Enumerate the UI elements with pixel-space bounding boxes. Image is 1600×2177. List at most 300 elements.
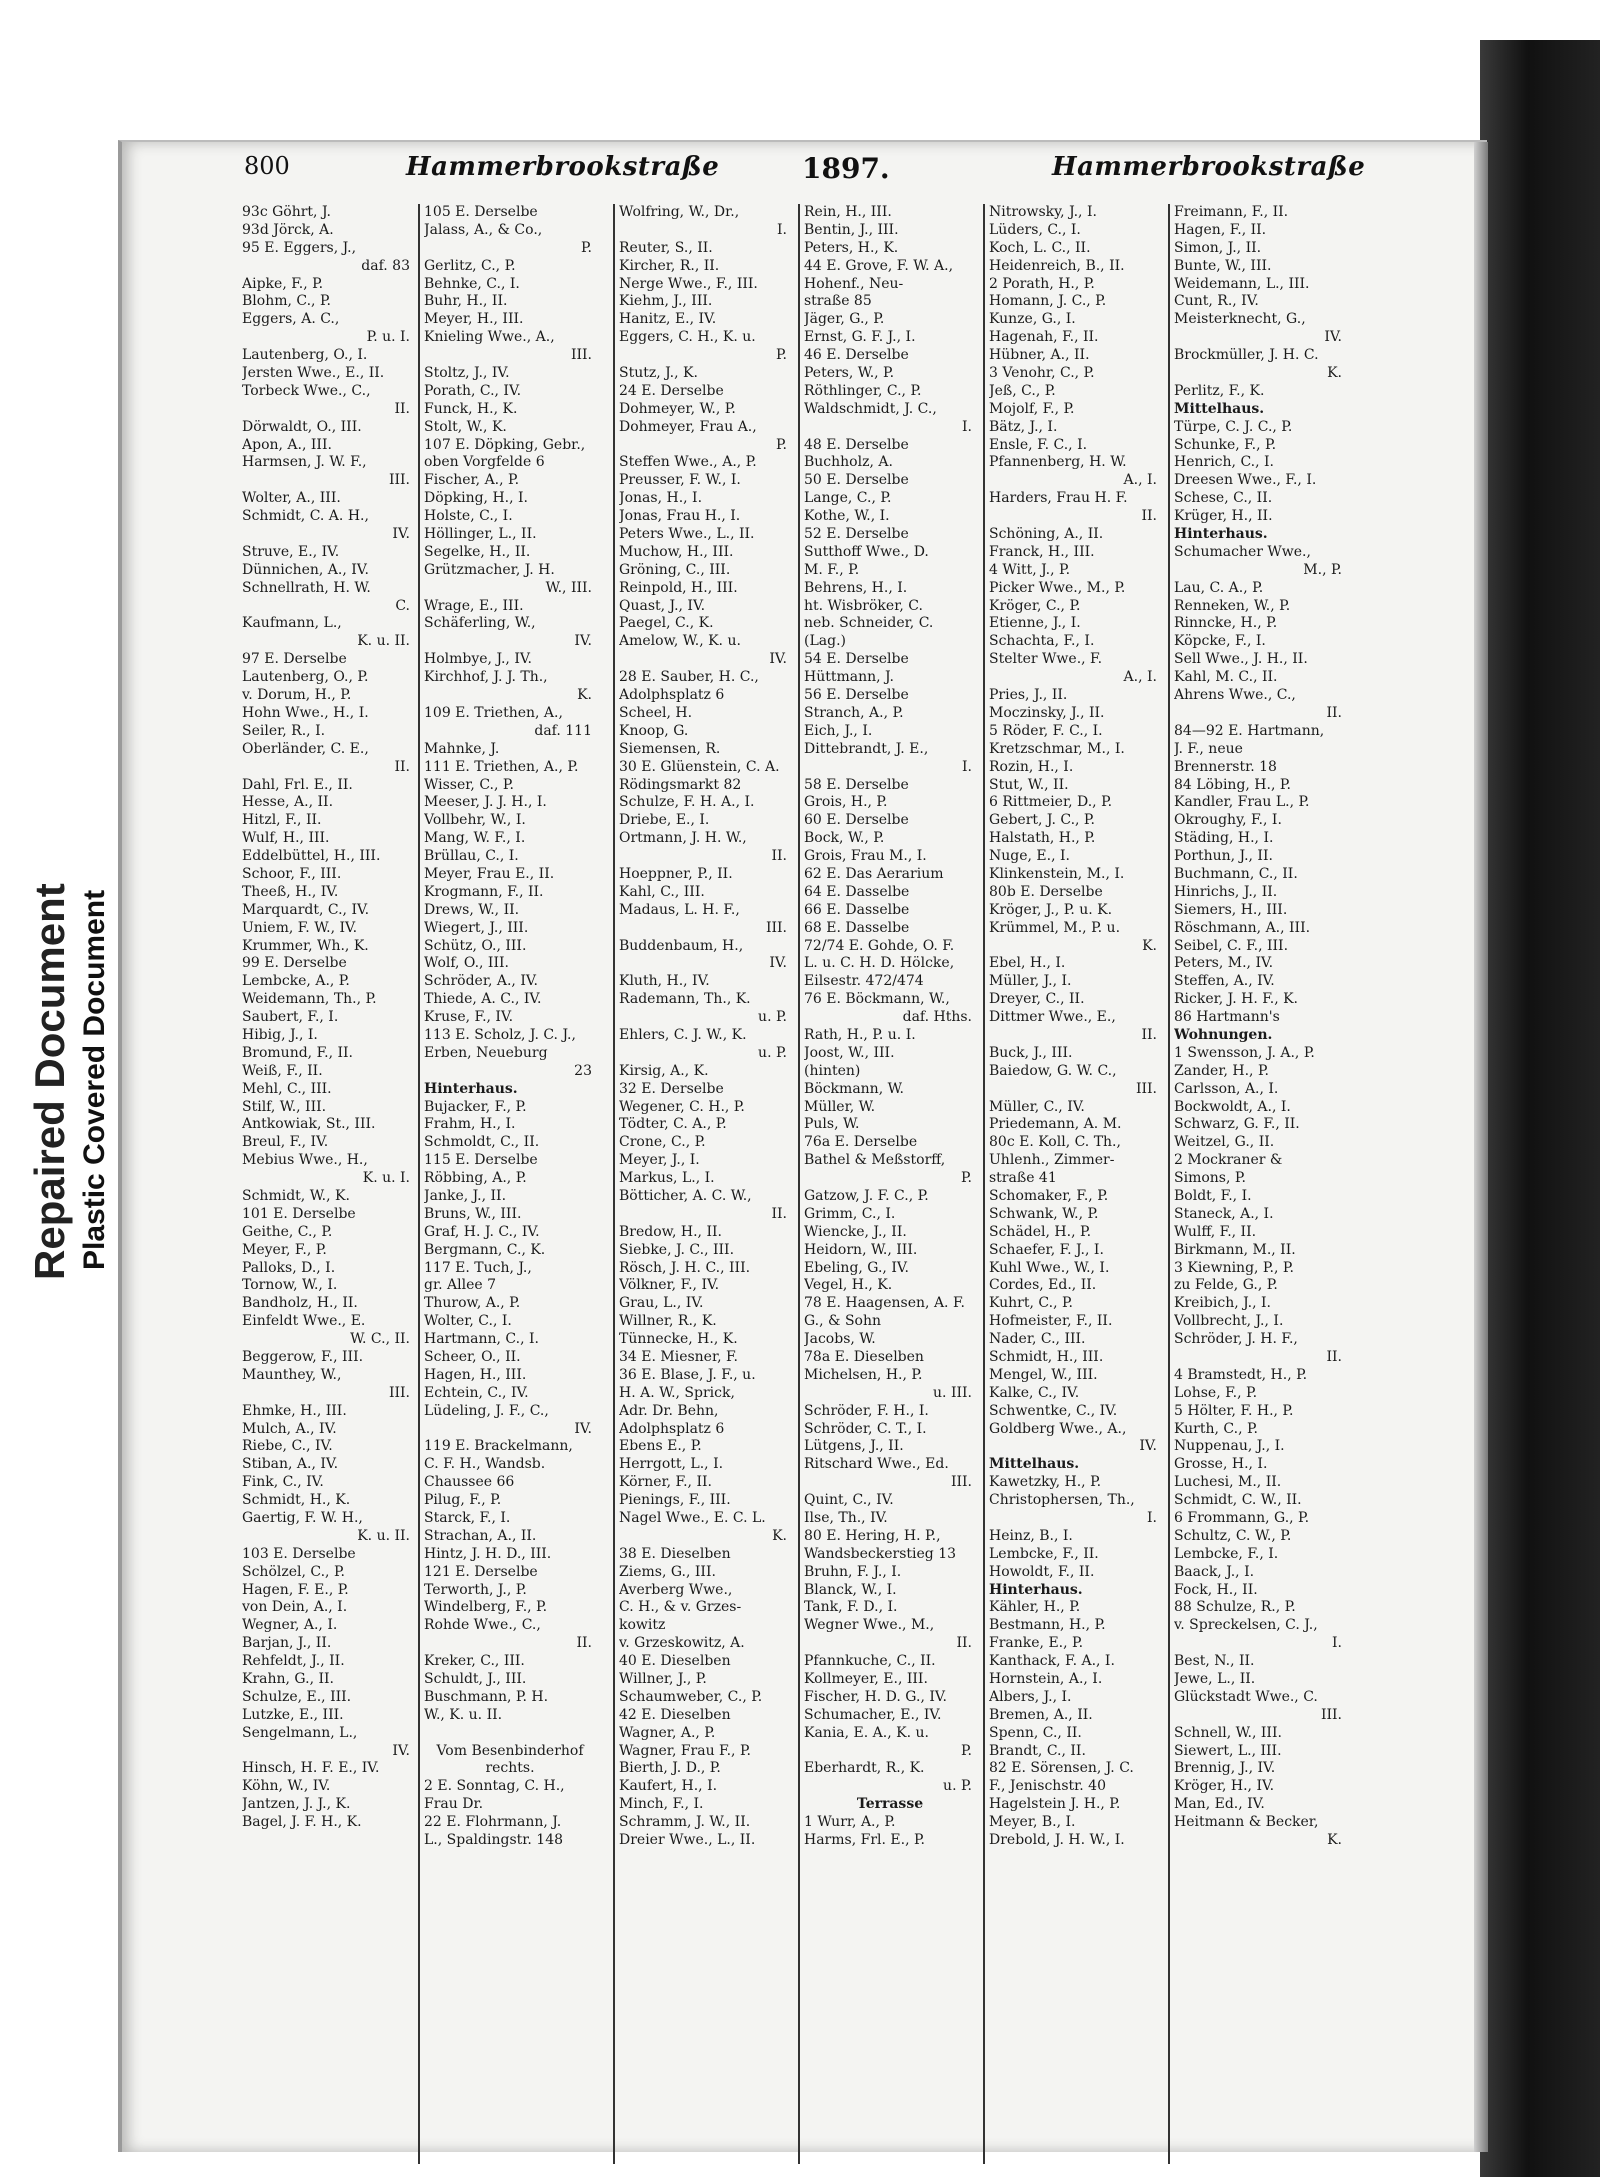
directory-entry: Bujacker, F., P.	[424, 1098, 527, 1115]
directory-entry: Siemensen, R.	[619, 740, 721, 757]
directory-entry: Franck, H., III.	[989, 543, 1095, 560]
directory-column-5	[989, 204, 1161, 1850]
directory-entry: Porthun, J., II.	[1174, 848, 1273, 865]
directory-entry: W., III.	[545, 579, 592, 596]
directory-entry: oben Vorgfelde 6	[424, 454, 545, 471]
directory-entry: 5 Röder, F. C., I.	[989, 722, 1103, 739]
directory-entry: (hinten)	[804, 1062, 861, 1079]
directory-entry: Hinrichs, J., II.	[1174, 883, 1278, 900]
directory-entry: K. u. I.	[362, 1170, 410, 1187]
directory-entry: Knoop, G.	[619, 722, 689, 739]
directory-entry: Frau Dr.	[424, 1796, 484, 1813]
directory-entry: Kothe, W., I.	[804, 508, 890, 525]
directory-entry: Hagen, H., III.	[424, 1366, 527, 1383]
directory-entry: IV.	[769, 651, 787, 668]
directory-entry: Krummer, Wh., K.	[242, 937, 369, 954]
directory-entry: Kröger, H., IV.	[1174, 1778, 1275, 1795]
directory-entry: Staneck, A., I.	[1174, 1205, 1274, 1222]
directory-entry: Brockmüller, J. H. C.	[1174, 347, 1319, 364]
directory-entry: Bötticher, A. C. W.,	[619, 1187, 752, 1204]
directory-entry: 50 E. Derselbe	[804, 472, 909, 489]
directory-entry: v. Dorum, H., P.	[242, 687, 352, 704]
directory-entry: Franke, E., P.	[989, 1635, 1084, 1652]
directory-entry: 80 E. Hering, H. P.,	[804, 1527, 941, 1544]
directory-entry: IV.	[1139, 1438, 1157, 1455]
directory-entry: Bathel & Meßstorff,	[804, 1152, 946, 1169]
directory-entry: Brüllau, C., I.	[424, 848, 519, 865]
directory-entry: Man, Ed., IV.	[1174, 1796, 1265, 1813]
directory-entry: Torbeck Wwe., C.,	[242, 382, 371, 399]
directory-entry: Döpking, H., I.	[424, 490, 528, 507]
directory-entry: Grützmacher, J. H.	[424, 561, 555, 578]
directory-entry: Vollbehr, W., I.	[424, 812, 526, 829]
directory-entry: Luchesi, M., II.	[1174, 1474, 1282, 1491]
directory-entry: Peters, W., P.	[804, 365, 895, 382]
directory-entry: II.	[394, 400, 410, 417]
directory-entry: v. Grzeskowitz, A.	[619, 1635, 745, 1652]
directory-entry: Vegel, H., K.	[804, 1277, 893, 1294]
directory-entry: Schmidt, H., K.	[242, 1492, 351, 1509]
directory-entry: Gerlitz, C., P.	[424, 257, 516, 274]
directory-entry: Weitzel, G., II.	[1174, 1134, 1275, 1151]
directory-entry: Bruns, W., III.	[424, 1205, 522, 1222]
directory-entry: Schädel, H., P.	[989, 1223, 1092, 1240]
directory-entry: Drebold, J. H. W., I.	[989, 1832, 1125, 1849]
directory-entry: Mittelhaus.	[989, 1456, 1080, 1473]
directory-entry: Palloks, D., I.	[242, 1259, 336, 1276]
directory-entry: Schulze, E., III.	[242, 1688, 352, 1705]
directory-entry: Birkmann, M., II.	[1174, 1241, 1296, 1258]
directory-entry: Ehmke, H., III.	[242, 1402, 347, 1419]
directory-entry: Kahl, M. C., II.	[1174, 669, 1278, 686]
directory-entry: Wrage, E., III.	[424, 597, 524, 614]
directory-entry: IV.	[392, 526, 410, 543]
directory-entry: III.	[1135, 1080, 1157, 1097]
directory-entry: Sutthoff Wwe., D.	[804, 543, 929, 560]
directory-entry: Nitrowsky, J., I.	[989, 204, 1097, 220]
directory-entry: 1 Wurr, A., P.	[804, 1814, 896, 1831]
street-heading-right: Hammerbrookstraße	[1052, 152, 1366, 182]
directory-entry: u. III.	[933, 1384, 972, 1401]
directory-entry: Schwank, W., P.	[989, 1205, 1099, 1222]
directory-entry: Kirchhof, J. J. Th.,	[424, 669, 548, 686]
directory-entry: 54 E. Derselbe	[804, 651, 909, 668]
directory-entry: zu Felde, G., P.	[1174, 1277, 1278, 1294]
directory-entry: 24 E. Derselbe	[619, 382, 724, 399]
directory-entry: Tank, F. D., I.	[804, 1599, 898, 1616]
directory-entry: Hartmann, C., I.	[424, 1331, 539, 1348]
page-gutter	[1474, 142, 1488, 2152]
directory-entry: Wolf, O., III.	[424, 955, 509, 972]
directory-entry: L., Spaldingstr. 148	[424, 1832, 564, 1849]
directory-entry: 80c E. Koll, C. Th.,	[989, 1134, 1121, 1151]
directory-entry: Wulff, F., II.	[1174, 1223, 1257, 1240]
directory-entry: Heinz, B., I.	[989, 1527, 1073, 1544]
directory-entry: Buddenbaum, H.,	[619, 937, 744, 954]
directory-entry: Fink, C., IV.	[242, 1474, 324, 1491]
directory-entry: Tünnecke, H., K.	[619, 1331, 738, 1348]
directory-entry: Markus, L., I.	[619, 1170, 715, 1187]
directory-entry: Krahn, G., II.	[242, 1671, 334, 1688]
directory-entry: 1 Swensson, J. A., P.	[1174, 1044, 1315, 1061]
directory-entry: Schaumweber, C., P.	[619, 1688, 763, 1705]
directory-entry: IV.	[574, 1420, 592, 1437]
directory-entry: Schulze, F. H. A., I.	[619, 794, 755, 811]
directory-entry: Hanitz, E., IV.	[619, 311, 717, 328]
directory-entry: Meyer, H., III.	[424, 311, 524, 328]
directory-entry: Ernst, G. F. J., I.	[804, 329, 916, 346]
directory-entry: Spenn, C., II.	[989, 1724, 1082, 1741]
directory-entry: Koch, L. C., II.	[989, 239, 1091, 256]
directory-entry: Simons, P.	[1174, 1170, 1246, 1187]
directory-entry: Hagen, F., II.	[1174, 221, 1267, 238]
directory-entry: Peters Wwe., L., II.	[619, 526, 755, 543]
directory-entry: Wolter, A., III.	[242, 490, 341, 507]
directory-entry: Bandholz, H., II.	[242, 1295, 358, 1312]
directory-entry: Bestmann, H., P.	[989, 1617, 1106, 1634]
directory-entry: rechts.	[485, 1760, 535, 1777]
directory-entry: Gebert, J. C., P.	[989, 812, 1095, 829]
directory-entry: Terrasse	[856, 1796, 924, 1813]
directory-entry: Ziems, G., III.	[619, 1563, 716, 1580]
directory-entry: 3 Kiewning, P., P.	[1174, 1259, 1294, 1276]
directory-entry: Stranch, A., P.	[804, 704, 904, 721]
directory-entry: Baack, J., I.	[1174, 1563, 1255, 1580]
directory-entry: 109 E. Triethen, A.,	[424, 704, 563, 721]
directory-entry: L. u. C. H. D. Hölcke,	[804, 955, 955, 972]
directory-entry: Mulch, A., IV.	[242, 1420, 337, 1437]
directory-entry: u. P.	[758, 1009, 787, 1026]
directory-entry: ht. Wisbröker, C.	[804, 597, 923, 614]
directory-entry: Hohenf., Neu-	[804, 275, 904, 292]
directory-entry: 6 Frommann, G., P.	[1174, 1510, 1310, 1527]
directory-entry: Dreyer, C., II.	[989, 991, 1085, 1008]
directory-entry: Jacobs, W.	[804, 1331, 876, 1348]
directory-entry: II.	[394, 758, 410, 775]
directory-entry: Klinkenstein, M., I.	[989, 865, 1125, 882]
directory-entry: Uhlenh., Zimmer-	[989, 1152, 1115, 1169]
directory-entry: III.	[1320, 1706, 1342, 1723]
directory-entry: Waldschmidt, J. C.,	[804, 400, 937, 417]
directory-entry: 2 Mockraner &	[1174, 1152, 1283, 1169]
directory-entry: Rödingsmarkt 82	[619, 776, 742, 793]
directory-entry: Harms, Frl. E., P.	[804, 1832, 925, 1849]
directory-entry: 99 E. Derselbe	[242, 955, 347, 972]
directory-entry: u. P.	[943, 1778, 972, 1795]
directory-entry: 86 Hartmann's	[1174, 1009, 1280, 1026]
directory-entry: K.	[1142, 937, 1157, 954]
directory-entry: Stut, W., II.	[989, 776, 1069, 793]
repaired-document-label: Repaired Document	[26, 883, 73, 1280]
directory-entry: Hagenah, F., II.	[989, 329, 1099, 346]
directory-entry: Pilug, F., P.	[424, 1492, 502, 1509]
directory-entry: Schunke, F., P.	[1174, 436, 1277, 453]
directory-entry: Körner, F., II.	[619, 1474, 712, 1491]
directory-entry: Halstath, H., P.	[989, 830, 1096, 847]
directory-entry: Schomaker, F., P.	[989, 1187, 1109, 1204]
directory-entry: 107 E. Döpking, Gebr.,	[424, 436, 586, 453]
directory-entry: Herrgott, L., I.	[619, 1456, 724, 1473]
directory-entry: II.	[771, 1205, 787, 1222]
directory-entry: 40 E. Dieselben	[619, 1653, 731, 1670]
directory-entry: Maunthey, W.,	[242, 1366, 342, 1383]
directory-entry: Weidemann, L., III.	[1174, 275, 1310, 292]
directory-entry: daf. 111	[534, 722, 592, 739]
directory-entry: Joost, W., III.	[804, 1044, 895, 1061]
directory-entry: Wandsbeckerstieg 13	[804, 1545, 957, 1562]
directory-entry: 68 E. Dasselbe	[804, 919, 910, 936]
directory-entry: P.	[960, 1742, 972, 1759]
directory-entry: 93c Göhrt, J.	[242, 204, 331, 220]
directory-entry: Dittebrandt, J. E.,	[804, 740, 929, 757]
directory-entry: K.	[577, 687, 592, 704]
column-rule	[983, 204, 985, 2164]
directory-entry: 101 E. Derselbe	[242, 1205, 356, 1222]
directory-entry: Bentin, J., III.	[804, 221, 899, 238]
directory-entry: Gaertig, F. W. H.,	[242, 1510, 363, 1527]
directory-entry: Graf, H. J. C., IV.	[424, 1223, 540, 1240]
directory-entry: Preusser, F. W., I.	[619, 472, 741, 489]
directory-entry: III.	[388, 472, 410, 489]
directory-entry: Steffen, A., IV.	[1174, 973, 1275, 990]
directory-entry: Siewert, L., III.	[1174, 1742, 1282, 1759]
directory-entry: P.	[775, 347, 787, 364]
directory-entry: Hagen, F. E., P.	[242, 1581, 349, 1598]
directory-entry: Reinpold, H., III.	[619, 579, 738, 596]
directory-entry: P. u. I.	[366, 329, 410, 346]
directory-entry: Baiedow, G. W. C.,	[989, 1062, 1117, 1079]
directory-entry: Schaefer, F. J., I.	[989, 1241, 1104, 1258]
directory-entry: Heidorn, W., III.	[804, 1241, 918, 1258]
directory-entry: II.	[771, 848, 787, 865]
directory-entry: Lüdeling, J. F., C.,	[424, 1402, 549, 1419]
directory-entry: neb. Schneider, C.	[804, 615, 934, 632]
directory-entry: u. P.	[758, 1044, 787, 1061]
directory-entry: Jewe, L., II.	[1174, 1671, 1256, 1688]
directory-entry: 64 E. Dasselbe	[804, 883, 910, 900]
directory-column-2	[424, 204, 596, 1850]
directory-entry: Köpcke, F., I.	[1174, 633, 1266, 650]
directory-entry: Homann, J. C., P.	[989, 293, 1107, 310]
directory-entry: Ebel, H., I.	[989, 955, 1066, 972]
directory-entry: Rösch, J. H. C., III.	[619, 1259, 751, 1276]
directory-entry: Thiede, A. C., IV.	[424, 991, 542, 1008]
directory-entry: 56 E. Derselbe	[804, 687, 909, 704]
directory-entry: K.	[772, 1527, 787, 1544]
directory-entry: Seiler, R., I.	[242, 722, 326, 739]
directory-entry: Freimann, F., II.	[1174, 204, 1289, 220]
directory-entry: Städing, H., I.	[1174, 830, 1274, 847]
directory-entry: Willner, R., K.	[619, 1313, 717, 1330]
directory-entry: Amelow, W., K. u.	[619, 633, 741, 650]
directory-entry: Ahrens Wwe., C.,	[1174, 687, 1296, 704]
directory-entry: Hinterhaus.	[989, 1581, 1083, 1598]
directory-entry: Peters, M., IV.	[1174, 955, 1274, 972]
directory-entry: Schwentke, C., IV.	[989, 1402, 1118, 1419]
directory-entry: Schultz, C. W., P.	[1174, 1527, 1292, 1544]
directory-entry: Nader, C., III.	[989, 1331, 1086, 1348]
directory-entry: Kania, E. A., K. u.	[804, 1724, 929, 1741]
directory-entry: Holste, C., I.	[424, 508, 513, 525]
directory-entry: Michelsen, H., P.	[804, 1366, 923, 1383]
directory-entry: Dahl, Frl. E., II.	[242, 776, 353, 793]
directory-entry: II.	[1141, 1026, 1157, 1043]
directory-entry: Fischer, A., P.	[424, 472, 520, 489]
directory-entry: Bredow, H., II.	[619, 1223, 722, 1240]
directory-entry: Crone, C., P.	[619, 1134, 706, 1151]
directory-entry: Wegner, A., I.	[242, 1617, 338, 1634]
directory-entry: Boldt, F., I.	[1174, 1187, 1252, 1204]
scanner-edge	[1480, 40, 1600, 2177]
directory-entry: Dohmeyer, W., P.	[619, 400, 736, 417]
directory-entry: Holmbye, J., IV.	[424, 651, 532, 668]
directory-entry: K. u. II.	[357, 1527, 410, 1544]
directory-entry: Grimm, C., I.	[804, 1205, 896, 1222]
directory-entry: Brennerstr. 18	[1174, 758, 1277, 775]
directory-entry: Röbbing, A., P.	[424, 1170, 527, 1187]
directory-entry: Aipke, F., P.	[242, 275, 324, 292]
directory-entry: M., P.	[1303, 561, 1342, 578]
directory-entry: Struve, E., IV.	[242, 543, 340, 560]
directory-entry: 84 Löbing, H., P.	[1174, 776, 1291, 793]
directory-entry: Stiban, A., IV.	[242, 1456, 339, 1473]
directory-entry: Lautenberg, O., P.	[242, 669, 369, 686]
directory-entry	[424, 1725, 596, 1743]
directory-entry: Weiß, F., II.	[242, 1062, 323, 1079]
directory-entry: Fock, H., II.	[1174, 1581, 1258, 1598]
directory-entry: Dittmer Wwe., E.,	[989, 1009, 1116, 1026]
directory-entry: Kirsig, A., K.	[619, 1062, 709, 1079]
directory-entry: Schnell, W., III.	[1174, 1724, 1282, 1741]
directory-entry: Lüders, C., I.	[989, 221, 1081, 238]
directory-entry: Moczinsky, J., II.	[989, 704, 1105, 721]
directory-column-3	[619, 204, 791, 1850]
directory-entry: 80b E. Derselbe	[989, 883, 1103, 900]
directory-entry: Meyer, Frau E., II.	[424, 865, 555, 882]
directory-entry: Bockwoldt, A., I.	[1174, 1098, 1291, 1115]
directory-entry: Ilse, Th., IV.	[804, 1510, 888, 1527]
directory-entry: Beggerow, F., III.	[242, 1349, 364, 1365]
directory-entry: Glückstadt Wwe., C.	[1174, 1688, 1318, 1705]
directory-entry: Etienne, J., I.	[989, 615, 1081, 632]
column-rule	[418, 204, 420, 2164]
directory-entry: kowitz	[619, 1617, 666, 1634]
directory-entry: Lautenberg, O., I.	[242, 347, 368, 364]
directory-entry: Nagel Wwe., E. C. L.	[619, 1510, 766, 1527]
directory-entry: Kawetzky, H., P.	[989, 1474, 1102, 1491]
directory-entry: Scheer, O., II.	[424, 1349, 521, 1365]
directory-entry: Geithe, C., P.	[242, 1223, 333, 1240]
directory-entry: C. H., & v. Grzes-	[619, 1599, 742, 1616]
directory-entry: Riebe, C., IV.	[242, 1438, 333, 1455]
directory-entry: Eich, J., I.	[804, 722, 873, 739]
directory-entry: Eddelbüttel, H., III.	[242, 848, 381, 865]
directory-entry: 72/74 E. Gohde, O. F.	[804, 937, 955, 954]
directory-entry: Ehlers, C. J. W., K.	[619, 1026, 747, 1043]
directory-entry: K.	[1327, 365, 1342, 382]
directory-entry: Adolphsplatz 6	[619, 1420, 725, 1437]
directory-entry: Nuge, E., I.	[989, 848, 1070, 865]
directory-entry: H. A. W., Sprick,	[619, 1384, 735, 1401]
directory-entry: Renneken, W., P.	[1174, 597, 1291, 614]
directory-entry: Carlsson, A., I.	[1174, 1080, 1279, 1097]
directory-entry: Porath, C., IV.	[424, 382, 522, 399]
street-heading-left: Hammerbrookstraße	[406, 152, 720, 182]
directory-entry: Averberg Wwe.,	[619, 1581, 733, 1598]
directory-entry: Dreesen Wwe., F., I.	[1174, 472, 1317, 489]
directory-entry: Apon, A., III.	[242, 436, 332, 453]
directory-entry: Kunze, G., I.	[989, 311, 1076, 328]
directory-entry: 84—92 E. Hartmann,	[1174, 722, 1325, 739]
directory-entry: Mebius Wwe., H.,	[242, 1152, 368, 1169]
directory-entry: Priedemann, A. M.	[989, 1116, 1122, 1133]
directory-entry: 117 E. Tuch, J.,	[424, 1259, 532, 1276]
directory-entry: J. F., neue	[1174, 740, 1243, 757]
directory-entry: Jantzen, J. J., K.	[242, 1796, 351, 1813]
directory-entry: Meeser, J. J. H., I.	[424, 794, 547, 811]
directory-entry: Chaussee 66	[424, 1474, 515, 1491]
directory-entry: A., I.	[1123, 669, 1157, 686]
directory-entry: Kircher, R., II.	[619, 257, 720, 274]
directory-entry: Hagelstein J. H., P.	[989, 1796, 1121, 1813]
directory-entry: Schachta, F., I.	[989, 633, 1095, 650]
directory-entry: Scheel, H.	[619, 704, 693, 721]
directory-entry: 93d Jörck, A.	[242, 221, 334, 238]
directory-entry: Kalke, C., IV.	[989, 1384, 1080, 1401]
directory-entry: Buck, J., III.	[989, 1044, 1073, 1061]
directory-entry: Bruhn, F. J., I.	[804, 1563, 902, 1580]
directory-entry: IV.	[574, 633, 592, 650]
directory-entry: Erben, Neueburg	[424, 1044, 548, 1061]
directory-entry: 78a E. Dieselben	[804, 1349, 924, 1365]
directory-entry: Theeß, H., IV.	[242, 883, 339, 900]
directory-entry: Puls, W.	[804, 1116, 860, 1133]
directory-entry: A., I.	[1123, 472, 1157, 489]
directory-entry: 78 E. Haagensen, A. F.	[804, 1295, 965, 1312]
directory-entry: Kruse, F., IV.	[424, 1009, 514, 1026]
directory-entry: Meyer, J., I.	[619, 1152, 700, 1169]
directory-entry: Hübner, A., II.	[989, 347, 1090, 364]
directory-entry: III.	[388, 1384, 410, 1401]
directory-entry: Ensle, F. C., I.	[989, 436, 1088, 453]
directory-entry: 5 Hölter, F. H., P.	[1174, 1402, 1294, 1419]
directory-entry: Behrens, H., I.	[804, 579, 908, 596]
directory-entry: Kreibich, J., I.	[1174, 1295, 1271, 1312]
directory-column-1	[242, 204, 414, 1832]
year-heading: 1897.	[802, 152, 890, 185]
directory-entry: Adolphsplatz 6	[619, 687, 725, 704]
directory-entry: 42 E. Dieselben	[619, 1706, 731, 1723]
directory-entry: Schmoldt, C., II.	[424, 1134, 540, 1151]
directory-entry: Schröder, A., IV.	[424, 973, 538, 990]
directory-entry: Strachan, A., II.	[424, 1527, 537, 1544]
directory-entry: Wiencke, J., II.	[804, 1223, 907, 1240]
directory-entry: 4 Witt, J., P.	[989, 561, 1071, 578]
directory-entry: Stutz, J., K.	[619, 365, 698, 382]
directory-entry: Krümmel, M., P. u.	[989, 919, 1121, 936]
directory-entry: Hesse, A., II.	[242, 794, 334, 811]
directory-entry: 103 E. Derselbe	[242, 1545, 356, 1562]
directory-entry: Köhn, W., IV.	[242, 1778, 331, 1795]
directory-entry: W., K. u. II.	[424, 1706, 503, 1723]
directory-entry: 30 E. Glüenstein, C. A.	[619, 758, 780, 775]
directory-entry: Bätz, J., I.	[989, 418, 1058, 435]
directory-entry: Schöning, A., II.	[989, 526, 1104, 543]
directory-entry: Saubert, F., I.	[242, 1009, 339, 1026]
directory-entry: Kiehm, J., III.	[619, 293, 713, 310]
directory-entry: Wagner, A., P.	[619, 1724, 716, 1741]
directory-entry: K.	[1327, 1832, 1342, 1849]
